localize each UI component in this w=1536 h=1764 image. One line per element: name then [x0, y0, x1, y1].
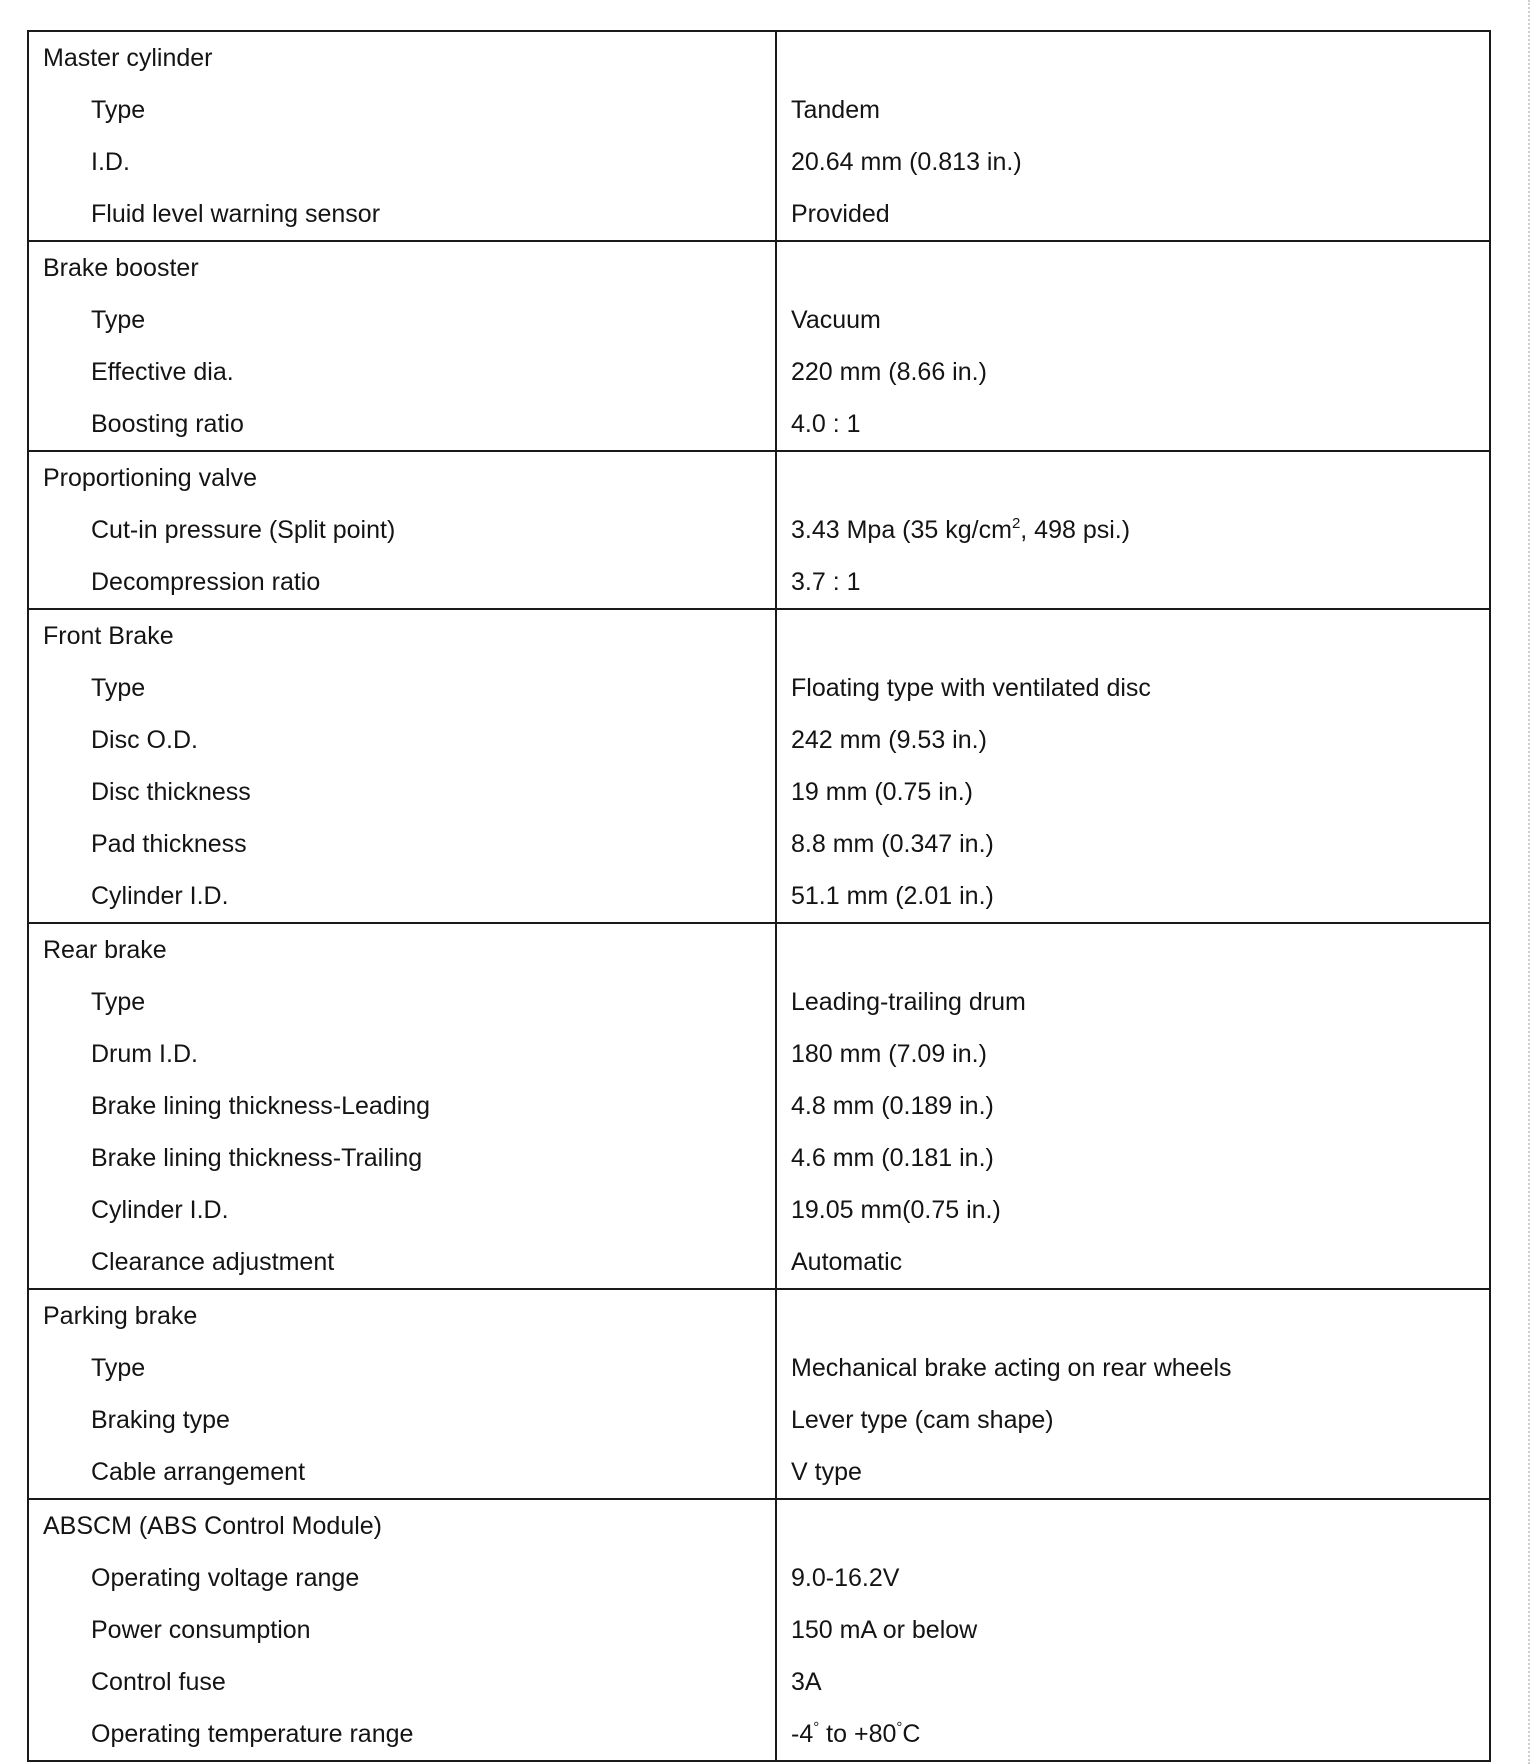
value-text: to +80	[819, 1720, 897, 1748]
section-title: Proportioning valve	[43, 464, 258, 492]
blank-cell	[791, 1500, 1489, 1552]
item-label: Type	[91, 988, 146, 1016]
item-label: I.D.	[91, 148, 130, 176]
item-value: Vacuum	[791, 306, 881, 334]
section-labels	[29, 610, 777, 922]
section-labels	[29, 452, 777, 608]
item-value: 20.64 mm (0.813 in.)	[791, 148, 1022, 176]
section-values	[777, 1290, 1489, 1498]
section-labels	[29, 242, 777, 450]
section-rear-brake	[29, 924, 1489, 1290]
item-value: V type	[791, 1458, 862, 1486]
value-text: -4	[791, 1720, 814, 1748]
item-value: Mechanical brake acting on rear wheels	[791, 1354, 1232, 1382]
value-text: C	[902, 1720, 921, 1748]
item-label: Type	[91, 1354, 146, 1382]
item-value: Automatic	[791, 1248, 903, 1276]
value-text: , 498 psi.)	[1020, 516, 1131, 544]
item-value: 242 mm (9.53 in.)	[791, 726, 987, 754]
section-values	[777, 1500, 1489, 1760]
item-label: Power consumption	[91, 1616, 311, 1644]
item-label: Brake lining thickness-Leading	[91, 1092, 431, 1120]
item-value: Provided	[791, 200, 890, 228]
degree-symbol: °	[813, 1719, 820, 1736]
item-value: 51.1 mm (2.01 in.)	[791, 882, 994, 910]
item-value: 3.7 : 1	[791, 568, 861, 596]
item-label: Cylinder I.D.	[91, 882, 229, 910]
item-value: Lever type (cam shape)	[791, 1406, 1054, 1434]
page-edge-dotted-line	[1528, 0, 1530, 1764]
item-label: Brake lining thickness-Trailing	[91, 1144, 423, 1172]
item-value: 19.05 mm(0.75 in.)	[791, 1196, 1001, 1224]
item-value: 3A	[791, 1668, 822, 1696]
item-label: Drum I.D.	[91, 1040, 198, 1068]
degree-symbol: °	[896, 1719, 903, 1736]
item-label: Pad thickness	[91, 830, 247, 858]
item-label: Type	[91, 306, 146, 334]
item-value: 8.8 mm (0.347 in.)	[791, 830, 994, 858]
item-label: Disc O.D.	[91, 726, 198, 754]
blank-cell	[791, 452, 1489, 504]
section-values	[777, 32, 1489, 240]
item-value: 220 mm (8.66 in.)	[791, 358, 987, 386]
item-value: 9.0-16.2V	[791, 1564, 900, 1592]
blank-cell	[791, 32, 1489, 84]
section-labels	[29, 32, 777, 240]
item-label: Cylinder I.D.	[91, 1196, 229, 1224]
item-label: Decompression ratio	[91, 568, 321, 596]
item-label: Disc thickness	[91, 778, 251, 806]
section-labels	[29, 1500, 777, 1760]
item-label: Control fuse	[91, 1668, 226, 1696]
item-label: Clearance adjustment	[91, 1248, 335, 1276]
item-label: Operating voltage range	[91, 1564, 360, 1592]
item-label: Effective dia.	[91, 358, 234, 386]
superscript: 2	[1011, 515, 1021, 532]
blank-cell	[791, 924, 1489, 976]
section-abscm	[29, 1500, 1489, 1760]
brake-spec-table	[27, 30, 1491, 1762]
item-value: 150 mA or below	[791, 1616, 978, 1644]
item-label: Fluid level warning sensor	[91, 200, 381, 228]
item-value: 4.0 : 1	[791, 410, 861, 438]
section-parking-brake	[29, 1290, 1489, 1500]
item-value	[791, 1708, 1489, 1760]
item-value	[791, 504, 1489, 556]
section-front-brake	[29, 610, 1489, 924]
blank-cell	[791, 610, 1489, 662]
blank-cell	[791, 242, 1489, 294]
item-label: Operating temperature range	[91, 1720, 414, 1748]
item-value: 4.6 mm (0.181 in.)	[791, 1144, 994, 1172]
item-value: Floating type with ventilated disc	[791, 674, 1151, 702]
section-brake-booster	[29, 242, 1489, 452]
section-values	[777, 452, 1489, 608]
section-labels	[29, 924, 777, 1288]
section-values	[777, 610, 1489, 922]
item-label: Cut-in pressure (Split point)	[91, 516, 396, 544]
section-title: Front Brake	[43, 622, 174, 650]
section-values	[777, 924, 1489, 1288]
section-title: Master cylinder	[43, 44, 213, 72]
blank-cell	[791, 1290, 1489, 1342]
section-title: ABSCM (ABS Control Module)	[43, 1512, 383, 1540]
section-labels	[29, 1290, 777, 1498]
item-label: Type	[91, 674, 146, 702]
section-values	[777, 242, 1489, 450]
value-text: 3.43 Mpa (35 kg/cm	[791, 516, 1012, 544]
item-value: 180 mm (7.09 in.)	[791, 1040, 987, 1068]
item-value: Tandem	[791, 96, 880, 124]
section-proportioning-valve	[29, 452, 1489, 610]
item-value: 19 mm (0.75 in.)	[791, 778, 974, 806]
item-label: Braking type	[91, 1406, 230, 1434]
item-label: Type	[91, 96, 146, 124]
item-label: Boosting ratio	[91, 410, 244, 438]
item-value: 4.8 mm (0.189 in.)	[791, 1092, 994, 1120]
item-label: Cable arrangement	[91, 1458, 306, 1486]
section-title: Brake booster	[43, 254, 199, 282]
section-master-cylinder	[29, 32, 1489, 242]
section-title: Parking brake	[43, 1302, 198, 1330]
item-value: Leading-trailing drum	[791, 988, 1026, 1016]
section-title: Rear brake	[43, 936, 167, 964]
